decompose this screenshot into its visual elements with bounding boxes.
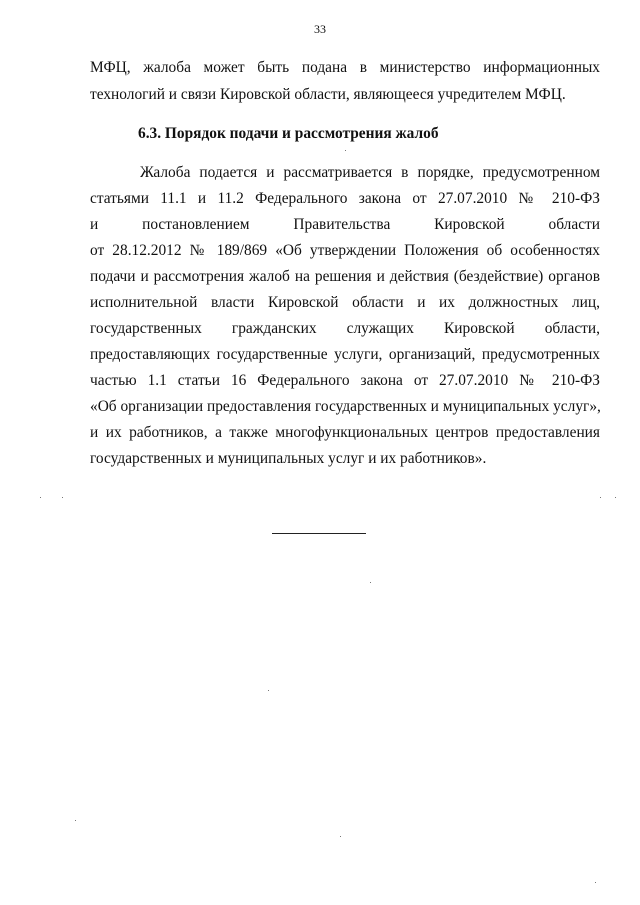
text-line: и их работников, а также многофункциональных центров предоставления [90, 424, 600, 441]
section-heading: 6.3. Порядок подачи и рассмотрения жалоб [138, 125, 439, 142]
text-line: подачи и рассмотрения жалоб на решения и действия (бездействие) органов [90, 268, 600, 285]
scan-speck [600, 497, 601, 498]
scan-speck [345, 150, 346, 151]
text-line: и постановлением Правительства Кировской области [90, 216, 600, 233]
text-line: «Об организации предоставления государственных и муниципальных услуг», [90, 398, 601, 415]
scan-speck [40, 497, 41, 498]
scan-speck [595, 882, 596, 883]
scan-speck [268, 690, 269, 691]
scan-speck [370, 582, 371, 583]
scan-speck [62, 497, 63, 498]
text-line: технологий и связи Кировской области, являющееся учредителем МФЦ. [90, 86, 566, 103]
separator-line [272, 533, 366, 534]
text-line: МФЦ, жалоба может быть подана в министерство информационных [90, 59, 600, 76]
page-number: 33 [314, 22, 326, 36]
text-line: частью 1.1 статьи 16 Федерального закона от 27.07.2010 № 210-ФЗ [90, 372, 600, 389]
scan-speck [75, 820, 76, 821]
text-line: государственных гражданских служащих Кировской области, [90, 320, 600, 337]
text-line: исполнительной власти Кировской области и их должностных лиц, [90, 294, 600, 311]
text-line: государственных и муниципальных услуг и их работников». [90, 450, 487, 467]
text-line: от 28.12.2012 № 189/869 «Об утверждении Положения об особенностях [90, 242, 600, 259]
scan-speck [615, 497, 616, 498]
paragraph-first-line: Жалоба подается и рассматривается в порядке, предусмотренном [140, 164, 600, 181]
text-line: статьями 11.1 и 11.2 Федерального закона от 27.07.2010 № 210-ФЗ [90, 190, 600, 207]
text-line: предоставляющих государственные услуги, организаций, предусмотренных [90, 346, 600, 363]
scan-speck [340, 836, 341, 837]
